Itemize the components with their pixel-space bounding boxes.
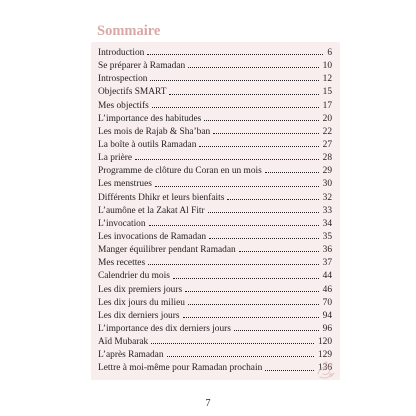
- toc-entry-page: 46: [322, 284, 332, 295]
- toc-entry: [98, 60, 332, 73]
- toc-entry-label: Introspection: [98, 74, 148, 85]
- toc-entry-label: Les menstrues: [98, 179, 152, 190]
- toc-entry-page: 12: [322, 74, 332, 85]
- toc-entry-page: 32: [322, 192, 332, 203]
- toc-entry: [98, 297, 332, 310]
- toc-entry: [98, 218, 332, 231]
- toc-title: Sommaire: [97, 23, 161, 39]
- toc-entry-leader: [155, 186, 319, 187]
- toc-entry: [98, 310, 332, 323]
- toc-entry: [98, 362, 332, 375]
- toc-entry-leader: [234, 330, 319, 331]
- toc-entry-page: 17: [322, 100, 332, 111]
- toc-entry: [98, 349, 332, 362]
- toc-entry: [98, 205, 332, 218]
- toc-entry-label: Calendrier du mois: [98, 271, 170, 282]
- toc-entry-page: 10: [322, 61, 332, 72]
- toc-entry-label: L’aumône et la Zakat Al Fitr: [98, 205, 205, 216]
- toc-entry-label: Les invocations de Ramadan: [98, 231, 207, 242]
- toc-entry-label: Les mois de Rajab & Sha’ban: [98, 126, 211, 137]
- toc-entry-leader: [204, 120, 318, 121]
- toc-entry-label: L’invocation: [98, 218, 146, 229]
- toc-entry: [98, 47, 332, 60]
- toc-entry-page: 22: [322, 126, 332, 137]
- toc-entry-page: 30: [322, 179, 332, 190]
- toc-entry-leader: [183, 317, 319, 318]
- toc-entry-leader: [199, 146, 318, 147]
- toc-entry-leader: [213, 133, 318, 134]
- toc-entry-label: L’après Ramadan: [98, 350, 164, 361]
- toc-entry-leader: [173, 278, 319, 279]
- toc-entry-leader: [148, 264, 319, 265]
- toc-entry-label: La boîte à outils Ramadan: [98, 139, 197, 150]
- toc-entry-page: 28: [322, 153, 332, 164]
- toc-entry-label: Programme de clôture du Coran en un mois: [98, 166, 262, 177]
- toc-list: [98, 47, 332, 376]
- toc-entry: [98, 231, 332, 244]
- toc-entry-page: 120: [317, 337, 332, 348]
- toc-entry-label: Lettre à moi-même pour Ramadan prochain: [98, 363, 263, 374]
- toc-entry-label: L’importance des dix derniers jours: [98, 323, 231, 334]
- toc-entry-leader: [150, 80, 318, 81]
- toc-entry-leader: [265, 370, 314, 371]
- toc-entry-leader: [208, 212, 319, 213]
- toc-entry-leader: [135, 159, 319, 160]
- toc-entry: [98, 126, 332, 139]
- toc-entry-label: Différents Dhikr et leurs bienfaits: [98, 192, 225, 203]
- toc-entry-label: La prière: [98, 153, 133, 164]
- toc-entry: [98, 244, 332, 257]
- toc-entry-label: Objectifs SMART: [98, 87, 167, 98]
- toc-entry: [98, 257, 332, 270]
- toc-entry: [98, 139, 332, 152]
- toc-entry-page: 94: [322, 310, 332, 321]
- toc-entry-label: Manger équilibrer pendant Ramadan: [98, 245, 236, 256]
- toc-entry-page: 34: [322, 218, 332, 229]
- toc-entry-label: Aïd Mubarak: [98, 337, 149, 348]
- toc-entry-leader: [209, 238, 319, 239]
- toc-entry-leader: [265, 172, 319, 173]
- toc-entry-label: Les dix jours du milieu: [98, 297, 185, 308]
- toc-entry: [98, 270, 332, 283]
- toc-entry-leader: [188, 67, 318, 68]
- toc-entry-page: 70: [322, 297, 332, 308]
- toc-entry: [98, 192, 332, 205]
- toc-entry-page: 37: [322, 258, 332, 269]
- toc-entry-leader: [147, 54, 323, 55]
- toc-entry-page: 15: [322, 87, 332, 98]
- toc-entry-label: Mes recettes: [98, 258, 146, 269]
- toc-entry-page: 29: [322, 166, 332, 177]
- toc-entry-page: 6: [327, 48, 332, 58]
- toc-entry: [98, 113, 332, 126]
- toc-entry-page: 129: [317, 350, 332, 361]
- toc-entry: [98, 336, 332, 349]
- toc-entry-leader: [149, 225, 319, 226]
- toc-entry-leader: [169, 94, 318, 95]
- toc-entry-label: Introduction: [98, 48, 145, 58]
- toc-entry-label: L’importance des habitudes: [98, 113, 202, 124]
- toc-entry: [98, 152, 332, 165]
- toc-entry: [98, 178, 332, 191]
- page-number: 7: [205, 398, 211, 409]
- toc-entry-page: 20: [322, 113, 332, 124]
- toc-entry-page: 35: [322, 231, 332, 242]
- toc-entry-label: Mes objectifs: [98, 100, 149, 111]
- toc-entry: [98, 323, 332, 336]
- toc-entry-label: Se préparer à Ramadan: [98, 61, 186, 72]
- toc-entry-page: 96: [322, 323, 332, 334]
- calligraphy-ornament-icon: [314, 358, 338, 382]
- toc-entry-leader: [151, 343, 314, 344]
- toc-entry-leader: [188, 304, 319, 305]
- toc-entry-leader: [227, 199, 318, 200]
- toc-entry: [98, 100, 332, 113]
- toc-entry-leader: [239, 251, 319, 252]
- toc-entry-label: Les dix premiers jours: [98, 284, 183, 295]
- toc-entry-page: 33: [322, 205, 332, 216]
- toc-entry: [98, 165, 332, 178]
- toc-entry-leader: [185, 291, 319, 292]
- toc-entry-page: 36: [322, 245, 332, 256]
- toc-entry: [98, 86, 332, 99]
- toc-entry-page: 136: [317, 363, 332, 374]
- toc-entry: [98, 73, 332, 86]
- toc-entry-page: 27: [322, 139, 332, 150]
- toc-entry-page: 44: [322, 271, 332, 282]
- toc-entry-label: Les dix derniers jours: [98, 310, 180, 321]
- toc-entry: [98, 284, 332, 297]
- toc-entry-leader: [152, 107, 319, 108]
- toc-entry-leader: [167, 356, 314, 357]
